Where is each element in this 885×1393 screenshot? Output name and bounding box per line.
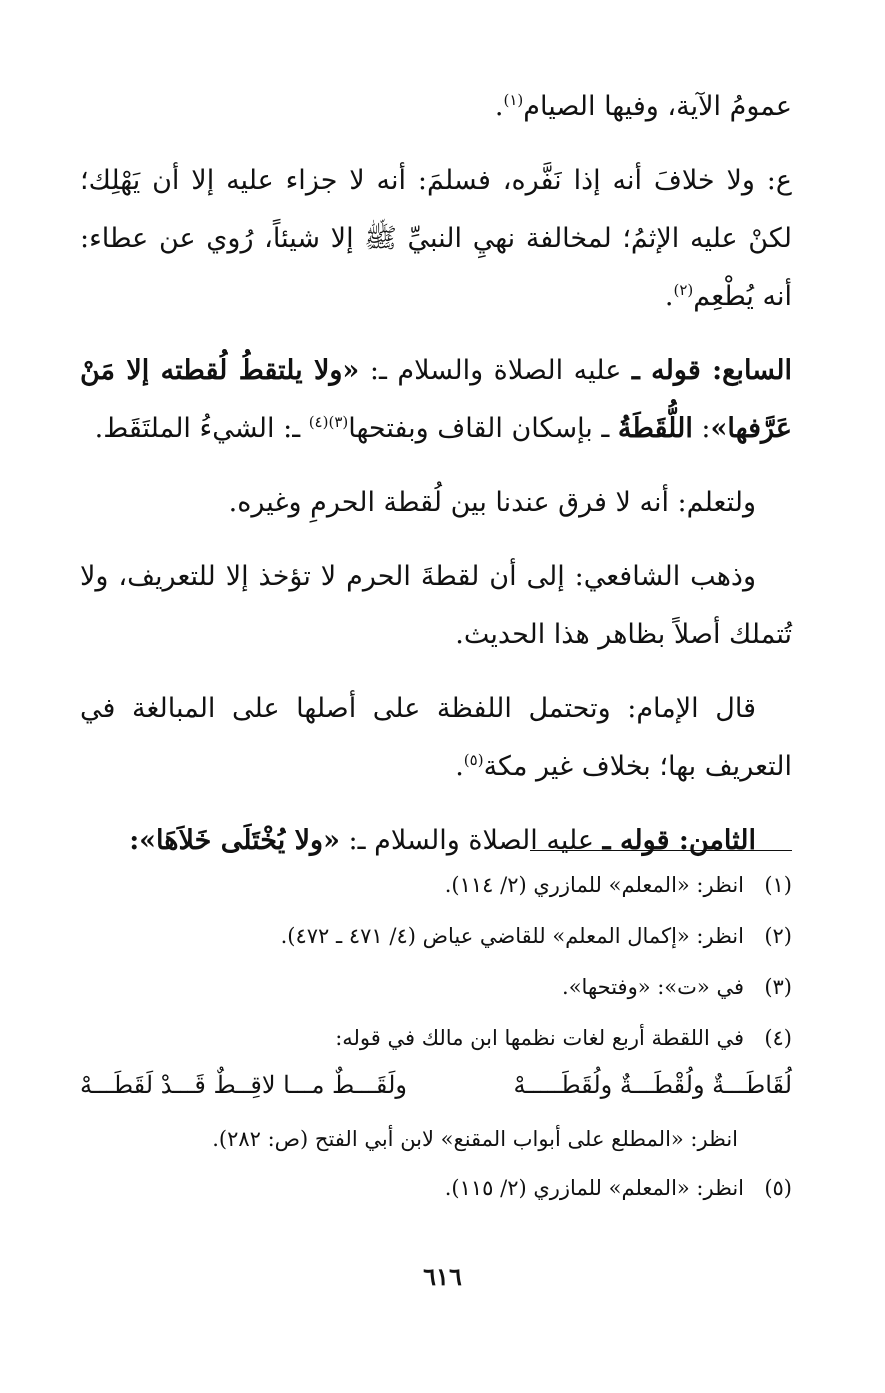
footnote-text: انظر: «المعلم» للمازري (٢/ ١١٥).	[444, 1176, 744, 1200]
paragraph-6: قال الإمام: وتحتمل اللفظة على أصلها على المبالغة في التعريف بها؛ بخلاف غير مكة$^{(٥)}$.	[80, 693, 792, 782]
paragraph-3-tail: ـ: الشيءُ الملتَقَط.	[94, 413, 309, 444]
footnote-ref-3-4[interactable]: (٣)(٤)	[308, 413, 349, 431]
footnote-text: انظر: «إكمال المعلم» للقاضي عياض (٤/ ٤٧١ ـ ٤٧٢).	[280, 924, 744, 948]
salutation-text: عليه الصلاة والسلام ـ:	[339, 825, 595, 856]
paragraph-7	[80, 812, 792, 870]
colon: :	[692, 413, 711, 444]
footnote-4	[80, 1023, 792, 1053]
footnote-number: (٣)	[764, 975, 792, 999]
footnote-1	[80, 870, 792, 900]
main-text	[80, 78, 792, 886]
term-luqata: اللُّقَطَةُ	[617, 413, 693, 444]
footnote-ref-1[interactable]: (١)	[503, 91, 524, 109]
footnote-number: (١)	[764, 873, 792, 897]
page-number: ٦١٦	[423, 1262, 462, 1291]
verse-second-hemistich: ولَقَـــطٌ مـــا لاقِــطٌ قَـــدْ لَقَطَـــهْ	[80, 1071, 407, 1099]
footnote-text: انظر: «المعلم» للمازري (٢/ ١١٤).	[444, 873, 744, 897]
footnote-ref-2[interactable]: (٢)	[673, 281, 694, 299]
paragraph-6-text: قال الإمام: وتحتمل اللفظة على أصلها على المبالغة في التعريف بها؛ بخلاف غير مكة	[80, 693, 792, 782]
section-seventh-heading: السابع: قوله ـ	[631, 355, 792, 386]
footnote-number: (٢)	[764, 924, 792, 948]
paragraph-2-text: ع: ولا خلافَ أنه إذا نَفَّره، فسلمَ: أنه لا جزاء عليه إلا أن يَهْلِك؛ لكنْ عليه الإثمُ؛ لمخالفة نهيِ النبيِّ ﷺ إلا شيئاً، رُوي عن عطاء: أنه يُطْعِم	[80, 165, 792, 312]
verse-first-hemistich: لُقَاطَـــةٌ ولُقْطَـــةٌ ولُقَطَـــــهْ	[513, 1071, 792, 1099]
footnote-text: في «ت»: «وفتحها».	[562, 975, 744, 999]
paragraph-4: ولتعلم: أنه لا فرق عندنا بين لُقطة الحرمِ وغيره.	[228, 487, 756, 518]
hadith-quote: «ولا يلتقطُ لُقطته إلا مَنْ عَرَّفها»	[80, 355, 792, 444]
paragraph-3	[80, 342, 792, 458]
footnote-number: (٥)	[764, 1176, 792, 1200]
footnote-2	[80, 921, 792, 951]
footnote-5	[80, 1173, 792, 1203]
poem-verse	[80, 1068, 792, 1102]
footnote-4-source: انظر: «المطلع على أبواب المقنع» لابن أبي الفتح (ص: ٢٨٢).	[212, 1127, 738, 1151]
footnote-number: (٤)	[764, 1026, 792, 1050]
paragraph-2: ع: ولا خلافَ أنه إذا نَفَّره، فسلمَ: أنه لا جزاء عليه إلا أن يَهْلِك؛ لكنْ عليه الإثمُ؛ لمخالفة نهيِ النبيِّ ﷺ إلا شيئاً، رُوي عن عطاء: أنه يُطْعِم$^{(٢)}$.	[80, 165, 792, 312]
paragraph-3-text: ـ بإسكان القاف وبفتحها	[348, 413, 618, 444]
footnote-separator	[530, 850, 792, 851]
hadith-quote: «ولا يُخْتَلَى خَلاَهَا»:	[129, 825, 340, 856]
footnote-3	[80, 972, 792, 1002]
paragraph-1-text: عمومُ الآية، وفيها الصيام	[523, 91, 792, 122]
footnote-ref-5[interactable]: (٥)	[463, 751, 484, 769]
section-eighth-heading: الثامن: قوله ـ	[602, 825, 756, 856]
footnote-text: في اللقطة أربع لغات نظمها ابن مالك في قوله:	[335, 1026, 744, 1050]
paragraph-1: عمومُ الآية، وفيها الصيام$^{(١)}$.	[494, 91, 792, 122]
paragraph-5: وذهب الشافعي: إلى أن لقطةَ الحرم لا تؤخذ إلا للتعريف، ولا تُتملك أصلاً بظاهر هذا الحديث.	[80, 561, 792, 650]
footnotes	[80, 870, 792, 1224]
salutation-text: عليه الصلاة والسلام ـ:	[359, 355, 622, 386]
